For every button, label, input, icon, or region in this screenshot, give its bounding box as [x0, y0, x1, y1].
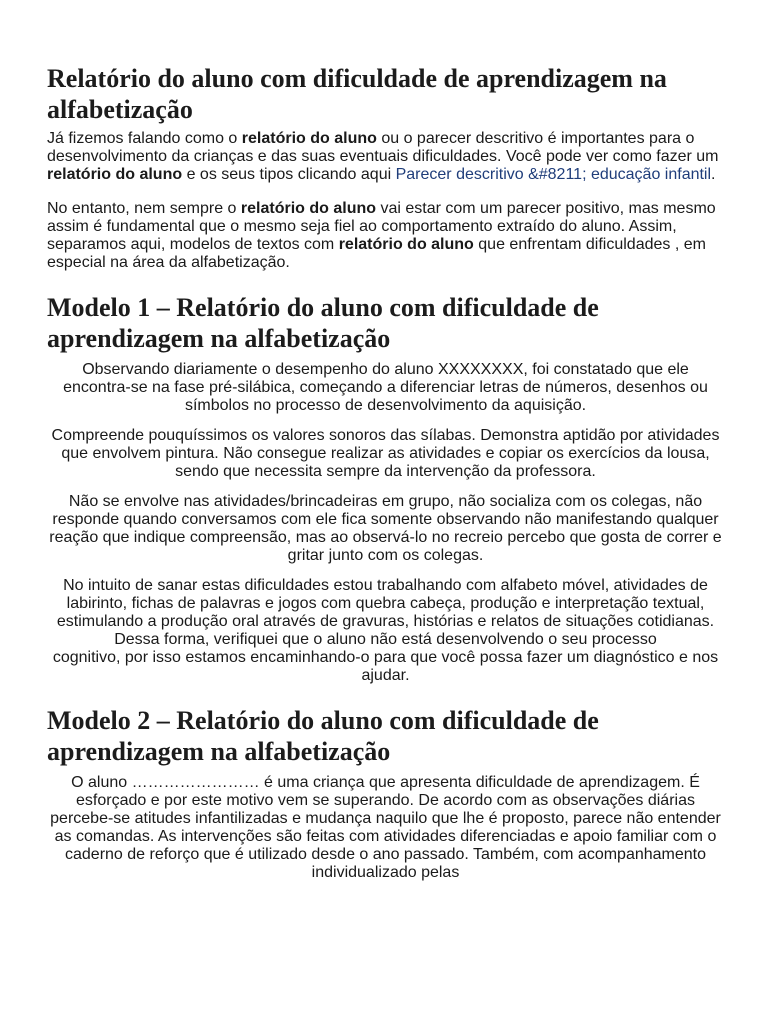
modelo-1-heading: Modelo 1 – Relatório do aluno com dificuldade de aprendizagem na alfabetização: [47, 293, 599, 353]
modelo-1-paragraph-4-part-1: No intuito de sanar estas dificuldades estou trabalhando com alfabeto móvel, atividades de labirinto, fichas de palavras e jogos com quebra cabeça, produção e interpretação textual, estimulando a produção oral através de gravuras, histórias e relatos de situações cotidianas. Dessa forma, verifiquei que o aluno não está desenvolvendo o seu processo: [56, 577, 715, 648]
intro1-text-3: e os seus tipos clicando aqui: [182, 166, 396, 183]
modelo-1-paragraph-1: Observando diariamente o desempenho do aluno XXXXXXXX, foi constatado que ele encontra-se na fase pré-silábica, começando a diferenciar letras de números, desenhos ou símbolos no processo de desenvolvimento da aquisição.: [63, 361, 708, 414]
intro1-text-4: .: [711, 166, 716, 183]
intro2-text-3: que enfrentam dificuldades , em especial na área da alfabetização.: [47, 236, 706, 271]
parecer-descritivo-link[interactable]: Parecer descritivo &#8211; educação infantil: [395, 166, 712, 183]
modelo-1-paragraph-4: [47, 577, 724, 685]
intro-paragraph-2: [47, 200, 724, 272]
modelo-2-heading: Modelo 2 – Relatório do aluno com dificuldade de aprendizagem na alfabetização: [47, 706, 599, 766]
intro2-bold-1: relatório do aluno: [240, 200, 377, 217]
intro1-text-1: Já fizemos falando como o: [47, 130, 242, 147]
intro1-text-2: ou o parecer descritivo é importantes para o desenvolvimento da crianças e das suas eventuais dificuldades. Você pode ver como fazer um: [47, 130, 719, 165]
modelo-1-paragraph-2: Compreende pouquíssimos os valores sonoros das sílabas. Demonstra aptidão por atividades que envolvem pintura. Não consegue realizar as atividades e copiar os exercícios da lousa, sendo que necessita sempre da intervenção da professora.: [51, 427, 720, 480]
intro2-text-2: vai estar com um parecer positivo, mas mesmo assim é fundamental que o mesmo seja fiel ao comportamento extraído do aluno. Assim, separamos aqui, modelos de textos com: [47, 200, 716, 253]
intro2-bold-2: relatório do aluno: [338, 236, 474, 253]
page-title: Relatório do aluno com dificuldade de aprendizagem na alfabetização: [47, 64, 667, 124]
intro1-bold-2: relatório do aluno: [47, 166, 183, 183]
intro-paragraph-1: [47, 130, 724, 184]
intro1-bold-1: relatório do aluno: [241, 130, 377, 147]
modelo-2-paragraph-1: O aluno …………………… é uma criança que apresenta dificuldade de aprendizagem. É esforçado e por este motivo vem se superando. De acordo com as observações diárias percebe-se atitudes infantilizadas e mudança naquilo que lhe é proposto, parece não entender as comandas. As intervenções são feitas com atividades diferenciadas e apoio familiar com o caderno de reforço que é utilizado desde o ano passado. Também, com acompanhamento individualizado pelas: [50, 774, 721, 881]
modelo-1-paragraph-4-part-2: cognitivo, por isso estamos encaminhando-o para que você possa fazer um diagnóstico e nos ajudar.: [52, 649, 719, 684]
modelo-1-paragraph-3: Não se envolve nas atividades/brincadeiras em grupo, não socializa com os colegas, não responde quando conversamos com ele fica somente observando não manifestando qualquer reação que indique compreensão, mas ao observá-lo no recreio percebo que gosta de correr e gritar junto com os colegas.: [49, 493, 722, 564]
intro2-text-1: No entanto, nem sempre o: [47, 200, 241, 217]
